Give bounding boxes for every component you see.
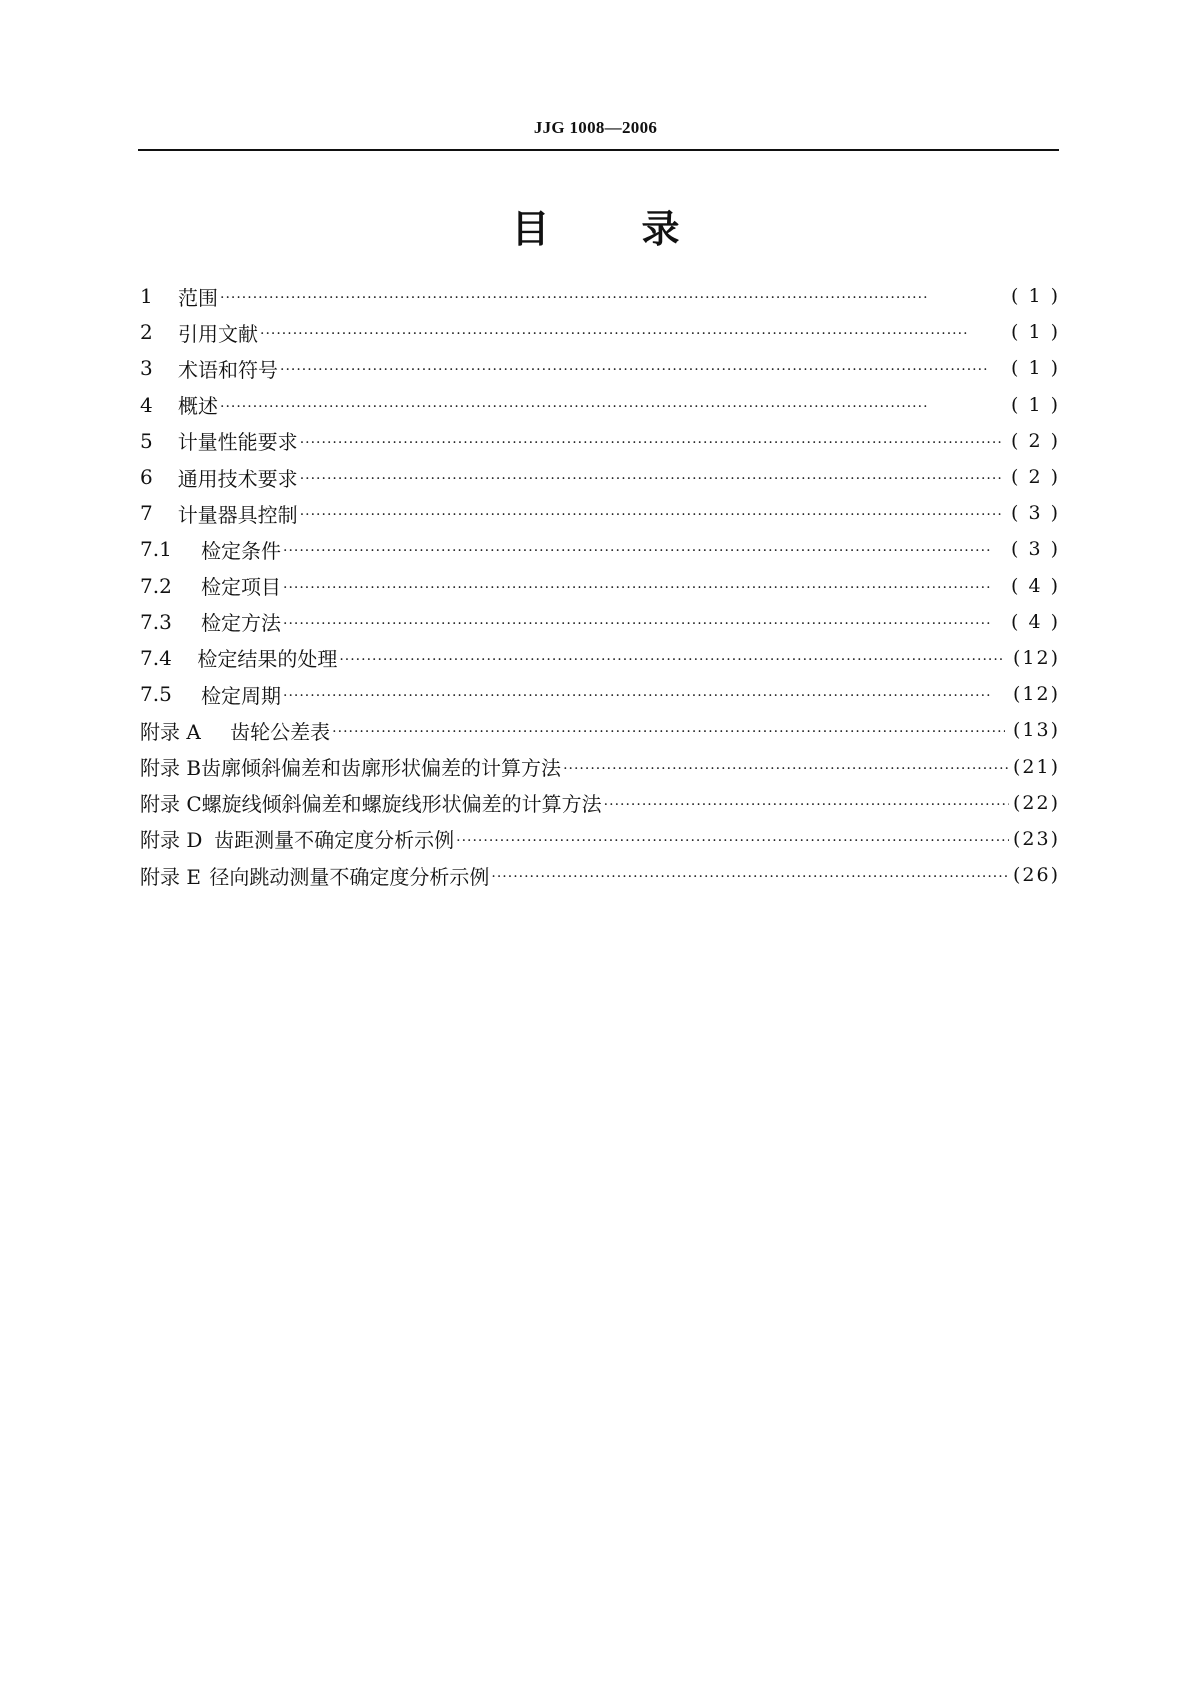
header-rule — [138, 149, 1059, 151]
toc-entry-page: ( 2 ) — [1011, 466, 1060, 489]
toc-entry-title: 检定方法 — [201, 611, 281, 636]
toc-entry[interactable] — [140, 568, 1060, 604]
toc-entry-number: 附录 D — [140, 828, 203, 853]
toc-entry-number: 3 — [140, 356, 153, 381]
toc-entry[interactable] — [140, 640, 1060, 676]
toc-entry-title: 齿廓倾斜偏差和齿廓形状偏差的计算方法 — [201, 756, 562, 781]
toc-entry-page: (22) — [1012, 791, 1060, 814]
toc-entry-number: 7.2 — [140, 573, 172, 598]
dot-leader — [283, 688, 1002, 704]
toc-entry-title: 检定条件 — [201, 538, 281, 563]
toc-entry-page: (26) — [1012, 864, 1060, 887]
toc-entry[interactable] — [140, 423, 1060, 459]
toc-entry-number: 附录 C — [140, 792, 202, 817]
toc-entry-number: 附录 B — [140, 756, 202, 781]
toc-title-char-2: 录 — [641, 207, 680, 251]
toc-entry-page: ( 1 ) — [1011, 321, 1060, 344]
toc-entry-page: (23) — [1012, 827, 1060, 850]
toc-entry-title: 范围 — [178, 285, 218, 310]
toc-entry[interactable] — [140, 278, 1060, 314]
toc-title — [0, 198, 1191, 253]
toc-entry-title: 检定周期 — [201, 683, 281, 708]
document-code-header: JJG 1008—2006 — [533, 118, 658, 137]
dot-leader — [300, 507, 1003, 523]
table-of-contents — [140, 278, 1060, 893]
toc-entry-title: 螺旋线倾斜偏差和螺旋线形状偏差的计算方法 — [201, 792, 602, 817]
toc-entry[interactable] — [140, 857, 1060, 893]
toc-entry[interactable] — [140, 459, 1060, 495]
toc-entry-page: (21) — [1012, 755, 1060, 778]
toc-entry-title: 引用文献 — [178, 321, 258, 346]
dot-leader — [283, 543, 1002, 559]
dot-leader — [563, 761, 1009, 777]
toc-entry-title: 检定项目 — [201, 575, 281, 600]
dot-leader — [300, 471, 1003, 487]
toc-entry-title: 术语和符号 — [178, 357, 278, 382]
toc-entry-number: 7.5 — [140, 682, 172, 707]
toc-entry-page: ( 2 ) — [1011, 429, 1060, 452]
toc-entry-title: 概述 — [178, 394, 218, 419]
toc-entry-number: 2 — [140, 320, 153, 345]
toc-entry[interactable] — [140, 495, 1060, 531]
toc-entry-page: ( 1 ) — [1011, 393, 1060, 416]
toc-entry-page: (13) — [1012, 719, 1060, 742]
toc-entry-number: 5 — [140, 428, 153, 453]
toc-entry-title: 齿距测量不确定度分析示例 — [214, 828, 455, 853]
toc-entry-title: 计量器具控制 — [177, 502, 298, 527]
dot-leader — [220, 290, 1002, 306]
toc-entry-page: ( 4 ) — [1011, 574, 1060, 597]
toc-entry-page: ( 1 ) — [1011, 285, 1060, 308]
toc-entry-number: 1 — [140, 284, 153, 309]
dot-leader — [456, 833, 1009, 849]
toc-entry-title: 齿轮公差表 — [230, 719, 331, 744]
toc-entry-title: 径向跳动测量不确定度分析示例 — [209, 864, 490, 889]
toc-entry-number: 附录 A — [140, 719, 201, 744]
toc-entry[interactable] — [140, 387, 1060, 423]
dot-leader — [339, 652, 1005, 668]
toc-entry-page: (12) — [1012, 683, 1060, 706]
dot-leader — [280, 362, 1002, 378]
toc-entry-number: 4 — [140, 392, 153, 417]
toc-entry-page: ( 4 ) — [1011, 610, 1060, 633]
dot-leader — [283, 616, 1002, 632]
dot-leader — [220, 399, 1002, 415]
dot-leader — [260, 326, 1002, 342]
dot-leader — [491, 869, 1009, 885]
toc-entry[interactable] — [140, 712, 1060, 748]
toc-entry-number: 7.4 — [140, 645, 172, 670]
toc-entry-page: ( 1 ) — [1011, 357, 1060, 380]
toc-entry-page: (12) — [1012, 646, 1060, 669]
dot-leader — [283, 580, 1002, 596]
toc-entry-title: 检定结果的处理 — [197, 647, 338, 672]
toc-entry-title: 通用技术要求 — [177, 466, 298, 491]
toc-entry[interactable] — [140, 314, 1060, 350]
toc-entry[interactable] — [140, 748, 1060, 784]
toc-entry-number: 7.3 — [140, 609, 172, 634]
dot-leader — [300, 435, 1003, 451]
toc-title-char-1: 目 — [511, 207, 550, 251]
toc-entry[interactable] — [140, 676, 1060, 712]
toc-entry-number: 6 — [140, 465, 153, 490]
toc-entry[interactable] — [140, 821, 1060, 857]
toc-entry-page: ( 3 ) — [1011, 538, 1060, 561]
toc-entry[interactable] — [140, 350, 1060, 386]
toc-entry[interactable] — [140, 531, 1060, 567]
toc-entry-number: 7 — [140, 501, 153, 526]
toc-entry[interactable] — [140, 604, 1060, 640]
dot-leader — [604, 797, 1009, 813]
toc-entry[interactable] — [140, 785, 1060, 821]
toc-entry-title: 计量性能要求 — [177, 430, 298, 455]
toc-entry-page: ( 3 ) — [1011, 502, 1060, 525]
dot-leader — [332, 724, 1005, 740]
toc-entry-number: 附录 E — [140, 864, 201, 889]
toc-entry-number: 7.1 — [140, 537, 172, 562]
